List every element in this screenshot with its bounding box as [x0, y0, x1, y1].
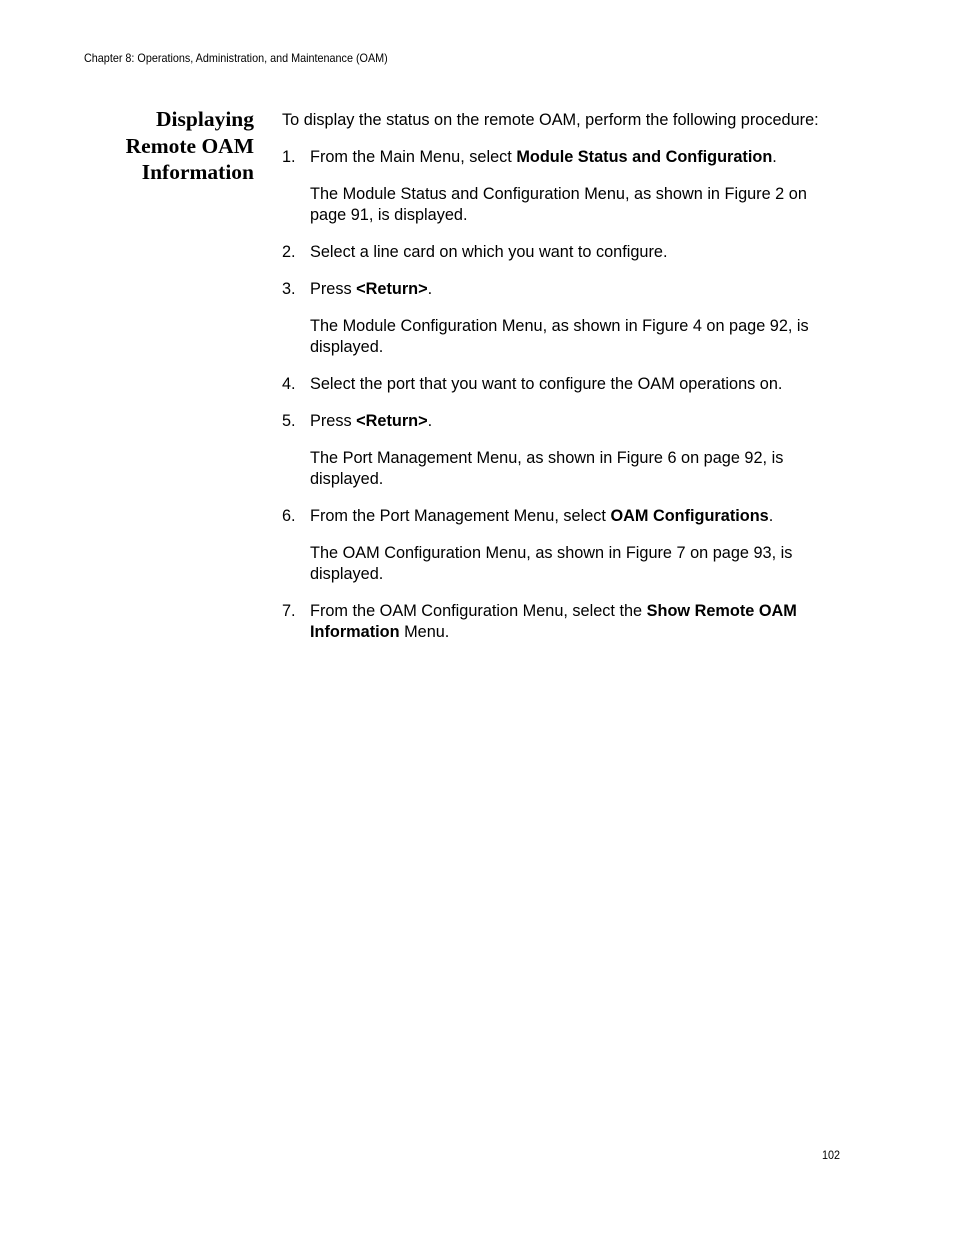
- step-number: 1.: [282, 148, 296, 166]
- step-text-plain: From the Port Management Menu, select: [310, 507, 611, 525]
- step-text-plain: From the Main Menu, select: [310, 148, 517, 166]
- section-title-line-2: Remote OAM: [125, 133, 254, 158]
- step-text-plain: .: [768, 507, 774, 525]
- step-text: [310, 506, 842, 527]
- step-text: Select a line card on which you want to configure.: [310, 243, 668, 261]
- step-6: [282, 506, 842, 527]
- step-5: [282, 411, 842, 432]
- running-header: Chapter 8: Operations, Administration, and Maintenance (OAM): [84, 51, 388, 65]
- step-6-result: The OAM Configuration Menu, as shown in Figure 7 on page 93, is displayed.: [310, 544, 793, 583]
- step-number: 3.: [282, 280, 296, 298]
- step-text-plain: From the OAM Configuration Menu, select the: [310, 602, 647, 620]
- step-1-result: The Module Status and Configuration Menu, as shown in Figure 2 on page 91, is displayed.: [310, 185, 807, 224]
- step-number: 5.: [282, 412, 296, 430]
- step-text: [310, 279, 842, 300]
- intro-paragraph: To display the status on the remote OAM, perform the following procedure:: [282, 111, 819, 129]
- step-text-bold: OAM Configurations: [610, 507, 769, 525]
- step-text-bold: <Return>: [356, 280, 428, 298]
- step-3: [282, 279, 842, 300]
- step-text: [310, 411, 842, 432]
- step-text-plain: .: [427, 412, 433, 430]
- step-2: [282, 242, 842, 263]
- step-text-plain: Press: [310, 412, 357, 430]
- step-text: [310, 601, 842, 643]
- section-title-line-1: Displaying: [156, 107, 254, 131]
- step-4: [282, 374, 842, 395]
- step-text-bold: <Return>: [356, 412, 428, 430]
- step-3-result: The Module Configuration Menu, as shown in Figure 4 on page 92, is displayed.: [310, 317, 809, 356]
- step-text: Select the port that you want to configure the OAM operations on.: [310, 375, 783, 393]
- step-1: [282, 147, 842, 168]
- step-number: 7.: [282, 602, 296, 620]
- step-number: 6.: [282, 507, 296, 525]
- step-text-plain: .: [427, 280, 433, 298]
- section-title: [80, 106, 254, 186]
- step-number: 4.: [282, 375, 296, 393]
- step-text-plain: Menu.: [399, 623, 450, 641]
- step-text: [310, 147, 842, 168]
- step-number: 2.: [282, 243, 296, 261]
- step-text-plain: Press: [310, 280, 357, 298]
- step-text-plain: .: [772, 148, 777, 166]
- procedure-body: [282, 110, 842, 659]
- step-5-result: The Port Management Menu, as shown in Figure 6 on page 92, is displayed.: [310, 449, 784, 488]
- step-text-bold: Show Remote OAM Information: [310, 602, 797, 641]
- page-number: 102: [822, 1148, 841, 1162]
- step-text-bold: Module Status and Configuration: [516, 148, 773, 166]
- section-title-line-3: Information: [141, 160, 254, 184]
- step-7: [282, 601, 842, 643]
